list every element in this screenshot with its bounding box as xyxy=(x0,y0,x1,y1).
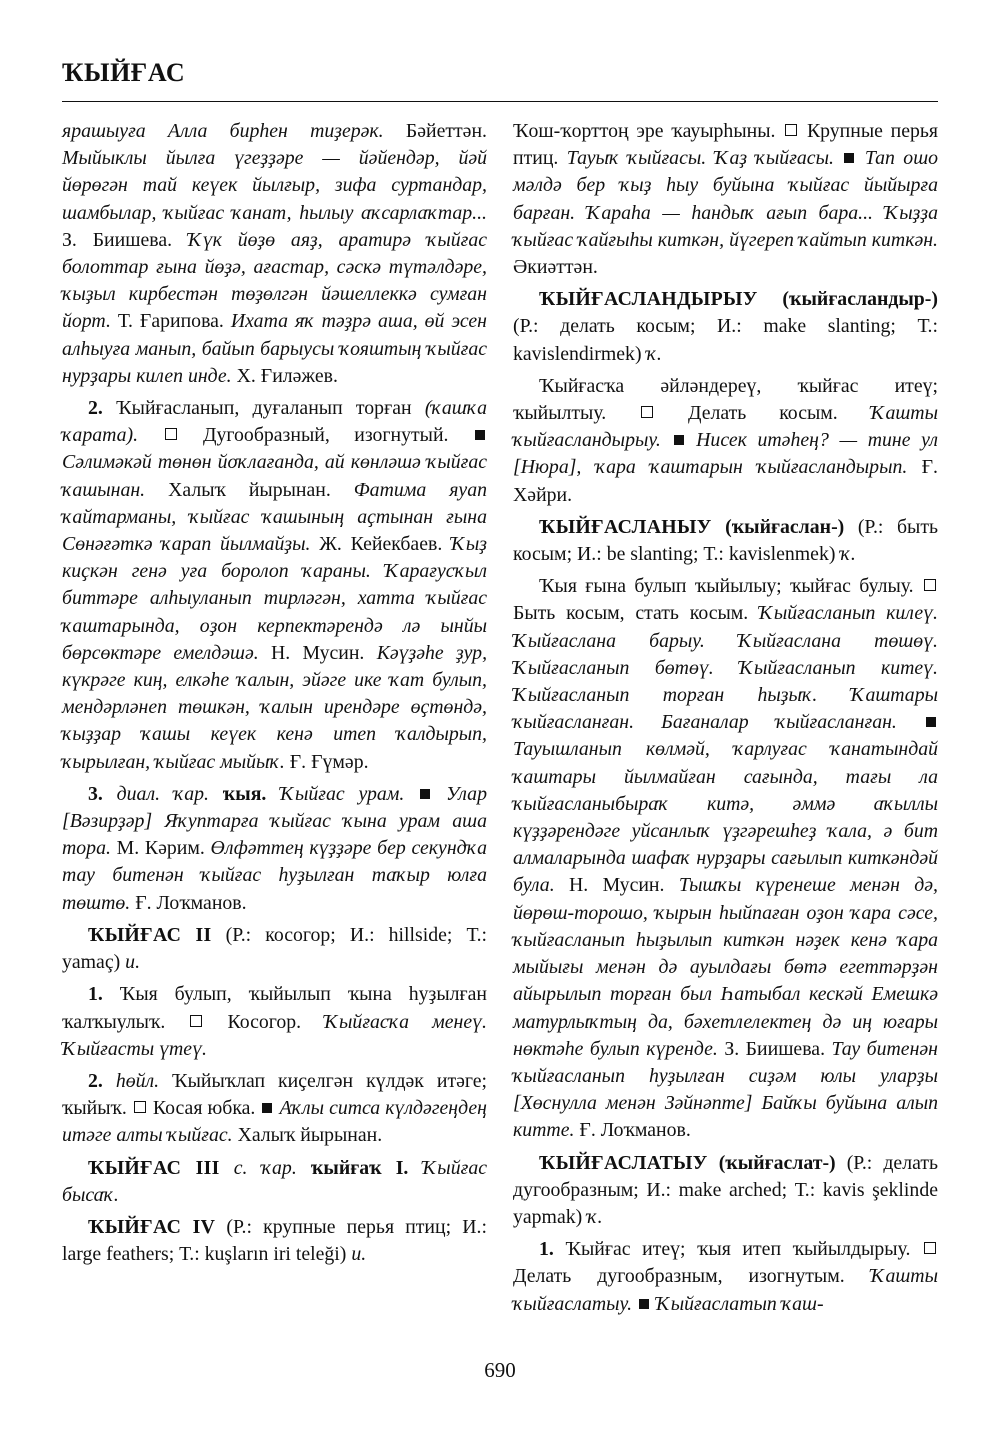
example: Тау битенән ҡыйғасланып һуҙылған сиҙәм юлы уларҙы [Хөснулла менән Зәйнәпте] Байҡы буйына алып китте. xyxy=(513,1037,938,1142)
sense-2 xyxy=(62,395,487,776)
source: Бәйеттән. xyxy=(405,120,487,142)
sense-1 xyxy=(62,981,487,1063)
example: Сәлимәкәй төнөн йоҡлағанда, ай көнләшә ҡыйғас ҡашынан. xyxy=(62,451,487,501)
source: З. Биишева. xyxy=(724,1037,826,1060)
definition: Ҡыйғас итеү; ҡыя итеп ҡыйылдырыу. xyxy=(565,1238,911,1261)
example: Ҡыйғаслатып ҡаш- xyxy=(655,1292,824,1315)
headword: ҠЫЙҒАС III xyxy=(88,1156,220,1179)
left-column xyxy=(62,118,487,1273)
entry-kyigas-2 xyxy=(62,922,487,976)
sense-number: 1. xyxy=(539,1238,554,1261)
example: Ҡыйғасҡа менеү. Ҡыйғасты үтеү. xyxy=(62,1010,487,1060)
example: Тап ошо мәлдә бер ҡыҙ һыу буйына ҡыйғас йыйырға барған. Ҡараһа — һандыҡ ағып бара... Ҡыҙҙа ҡыйғас ҡайғыһы киткән, йүгереп ҡайтып киткән. xyxy=(513,147,939,251)
paragraph xyxy=(62,118,487,390)
gloss: (ҡашҡа ҡарата). xyxy=(62,397,487,447)
paragraph xyxy=(513,118,938,281)
example: Ҡашты ҡыйғасландырыу. xyxy=(513,402,938,452)
gloss: һөйл. xyxy=(115,1069,160,1092)
filled-square-icon xyxy=(674,435,684,445)
example: Ихата яҡ тәҙрә аша, өй эсен алһыуға манып, байып барыусы ҡояштың ҡыйғас нурҙары килеп инде. xyxy=(62,310,487,387)
example: Ҡыҙ киҫкән генә уға боролоп ҡараны. xyxy=(62,533,487,583)
example: Ҡыйғас урам. xyxy=(280,782,405,805)
entry-kyigaslanyu xyxy=(513,514,938,568)
example: Тауыҡ ҡыйғасы. Ҡаҙ ҡыйғасы. xyxy=(566,147,834,170)
source: Т. Ғарипова. xyxy=(117,310,224,333)
running-header: ҠЫЙҒАС xyxy=(62,58,186,87)
russian-translation: Быть косым, стать косым. xyxy=(513,602,749,625)
source: Әкиәттән. xyxy=(513,256,598,279)
russian-translation: Крупные перья птиц. xyxy=(513,120,939,170)
entry-meta: (Р.: делать косым; И.: make slanting; Т.: kavislendirmek) xyxy=(513,315,938,365)
source: Халыҡ йырынан. xyxy=(168,478,331,501)
definition: Ҡыя булып, ҡыйылып ҡына һуҙылған ҡалҡыулыҡ. xyxy=(62,983,487,1033)
example: Ҡыйғасланып килеү. Ҡыйғаслана барыу. Ҡыйғаслана төшөү. Ҡыйғасланып бөтөү. Ҡыйғасланып китеү. Ҡыйғасланып торған һыҙыҡ. Ҡаштары ҡыйғасланған. Бағаналар ҡыйғасланған. xyxy=(513,602,938,734)
hollow-square-icon xyxy=(134,1101,146,1113)
cross-reference: ҡыйғаҡ I. xyxy=(310,1156,409,1179)
definition: Ҡыя ғына булып ҡыйылыу; ҡыйғас булыу. xyxy=(539,575,914,598)
example: Тышҡы күренеше менән дә, йөрөш-торошо, ҡырын һыйпаған оҙон ҡара сәсе, ҡыйғасланып һыҙылып киткән нәҙек кенә ҡара мыйығы менән дә ауылдағы бөтә егеттәрҙән айырылып торған был Һатыбал кескәй Емешкә матурлыҡтың да, бәхетлелектең дә иң юғары нөктәһе булып күренде. xyxy=(513,874,938,1060)
russian-translation: Косая юбка. xyxy=(152,1097,256,1120)
source: Ғ. Лоҡманов. xyxy=(579,1119,691,1142)
hollow-square-icon xyxy=(190,1015,202,1027)
russian-translation: Делать дугообразным, изогнутым. xyxy=(513,1265,845,1288)
example: Нисек итәһең? — тине ул [Нюра], ҡара ҡаштарын ҡыйғасландырып. xyxy=(513,429,938,479)
gloss: диал. ҡар. xyxy=(116,782,209,805)
example: Фатима яуап ҡайтарманы, ҡыйғас ҡашының аҫтынан ғына Сөнәғәткә ҡарап йылмайҙы. xyxy=(62,478,487,556)
example: Аҡлы ситса күлдәгеңдең итәге алты ҡыйғас. xyxy=(62,1097,487,1147)
cross-reference: ҡыя. xyxy=(222,782,267,805)
sense-number: 2. xyxy=(88,397,103,420)
filled-square-icon xyxy=(844,153,854,163)
hollow-square-icon xyxy=(165,428,177,440)
example: Кәүҙәһе ҙур, күкрәге киң, елкәһе ҡалын, эйәге ике ҡат булып, мендәрләнеп төшкән, ҡалын ирендәре өҫтөндә, ҡыҙҙар ҡашы кеүек кенә итеп ҡалдырып, ҡырылған, ҡыйғас мыйыҡ. xyxy=(62,641,488,773)
source: Ғ. Лоҡманов. xyxy=(135,891,247,914)
entry-kyigas-3 xyxy=(62,1155,487,1209)
sense-2 xyxy=(62,1068,487,1150)
entry-kyigas-4 xyxy=(62,1214,487,1268)
hollow-square-icon xyxy=(924,1242,936,1254)
entry-kyigaslatyu xyxy=(513,1150,938,1232)
example: ярашыуға Алла бирһен тиҙерәк. xyxy=(62,120,384,142)
source: Халыҡ йырынан. xyxy=(237,1124,383,1147)
headword: ҠЫЙҒАСЛАНДЫРЫУ xyxy=(539,288,758,311)
headword: ҠЫЙҒАСЛАТЫУ xyxy=(539,1151,708,1174)
sense-number: 1. xyxy=(88,983,103,1006)
part-of-speech: ҡ. xyxy=(646,342,662,365)
gloss: с. ҡар. xyxy=(233,1156,297,1179)
sense xyxy=(513,373,938,509)
sense xyxy=(513,573,938,1144)
source: З. Биишева. xyxy=(62,228,173,251)
headword-stem: (ҡыйғасландыр-) xyxy=(782,288,938,311)
example: Мыйыклы йылға үгеҙҙәре — йәйендәр, йәй йөрөгән тай кеүек йылғыр, зифа суртандар, шамбылар, ҡыйғас ҡанат, һылыу аҡсарлаҡтар... xyxy=(62,147,487,224)
source: М. Кәрим. xyxy=(116,837,205,860)
sense-number: 2. xyxy=(88,1069,103,1092)
filled-square-icon xyxy=(926,717,936,727)
russian-translation: Дугообразный, изогнутый. xyxy=(203,424,449,447)
filled-square-icon xyxy=(639,1299,649,1309)
example: Тауышланып көлмәй, ҡарлуғас ҡанатындай ҡаштары йылмайған сағында, тағы ла ҡыйғасланыбыраҡ китә, әммә аҡыллы күҙҙәрендәге уйсанлыҡ үҙгәрешһеҙ ҡала, ә бит алмаларында шафаҡ нурҙары сағылып киткәндәй була. xyxy=(513,738,938,897)
headword: ҠЫЙҒАС IV xyxy=(88,1215,216,1238)
part-of-speech: и. xyxy=(125,951,141,974)
example: Ҡыйғас бысаҡ. xyxy=(62,1156,487,1206)
example: Улар [Вәзирҙәр] Яҡуптарға ҡыйғас ҡына урам аша тора. xyxy=(62,782,487,860)
sense-number: 3. xyxy=(88,782,103,805)
definition: Ҡош-ҡорттоң эре ҡауырһыны. xyxy=(513,120,776,142)
example: Ҡүк йөҙө аяҙ, аратирә ҡыйғас болоттар ғына йөҙә, ағастар, сәскә түтәлдәре, ҡыҙыл кирбестән төҙөлгән йәшеллеккә сумған йорт. xyxy=(62,228,487,333)
right-column xyxy=(513,118,938,1323)
headword-stem: (ҡыйғаслат-) xyxy=(718,1151,836,1174)
filled-square-icon xyxy=(420,789,430,799)
filled-square-icon xyxy=(262,1103,272,1113)
sense-3 xyxy=(62,781,487,917)
hollow-square-icon xyxy=(924,579,936,591)
hollow-square-icon xyxy=(785,124,797,136)
source: Х. Ғиләжев. xyxy=(236,364,338,387)
part-of-speech: ҡ. xyxy=(840,543,856,566)
entry-meta: (Р.: крупные перья птиц; И.: large feathers; Т.: kuşların iri teleği) xyxy=(62,1215,487,1266)
entry-kyigaslandyryu xyxy=(513,286,938,368)
headword: ҠЫЙҒАСЛАНЫУ xyxy=(539,515,712,538)
example: Ҡарағусҡыл биттәре алһыуланып тирләгән, хатта ҡыйғас ҡаштарында, оҙон керпектәрендә лә ынйы бөрсөктәре емелдәшә. xyxy=(62,560,487,664)
headword: ҠЫЙҒАС II xyxy=(88,923,212,946)
source: Н. Мусин. xyxy=(270,641,365,664)
header-rule xyxy=(62,101,938,102)
source: Ғ. Хәйри. xyxy=(513,456,938,506)
part-of-speech: и. xyxy=(351,1243,367,1266)
entry-meta: (Р.: косогор; И.: hillside; Т.: yamaç) xyxy=(62,923,488,974)
sense-1 xyxy=(513,1236,938,1318)
russian-translation: Косогор. xyxy=(227,1010,302,1033)
entry-meta: (Р.: делать дугообразным; И.: make arched; Т.: kavis şeklinde yapmak) xyxy=(513,1151,939,1228)
hollow-square-icon xyxy=(641,406,653,418)
definition: Ҡыйыҡлап киҫелгән күлдәк итәге; ҡыйыҡ. xyxy=(62,1069,488,1120)
definition: Ҡыйғасҡа әйләндереү, ҡыйғас итеү; ҡыйылтыу. xyxy=(513,374,938,425)
source: Н. Мусин. xyxy=(569,874,665,897)
source: Ж. Кейекбаев. xyxy=(319,533,443,556)
example: Өлфәттең күҙҙәре бер секундҡа тау битенән ҡыйғас һуҙылған таҡыр юлға төштө. xyxy=(62,837,487,914)
filled-square-icon xyxy=(475,430,485,440)
page-number: 690 xyxy=(484,1358,516,1382)
definition: Ҡыйғасланып, дуғаланып торған xyxy=(116,397,412,420)
russian-translation: Делать косым. xyxy=(687,402,838,425)
entry-meta: (Р.: быть косым; И.: be slanting; Т.: kavislenmek) xyxy=(513,515,938,566)
part-of-speech: ҡ. xyxy=(587,1205,603,1228)
example: Ҡашты ҡыйғаслатыу. xyxy=(513,1265,938,1315)
headword-stem: (ҡыйғаслан-) xyxy=(725,515,845,538)
source: Ғ. Ғүмәр. xyxy=(289,750,369,773)
